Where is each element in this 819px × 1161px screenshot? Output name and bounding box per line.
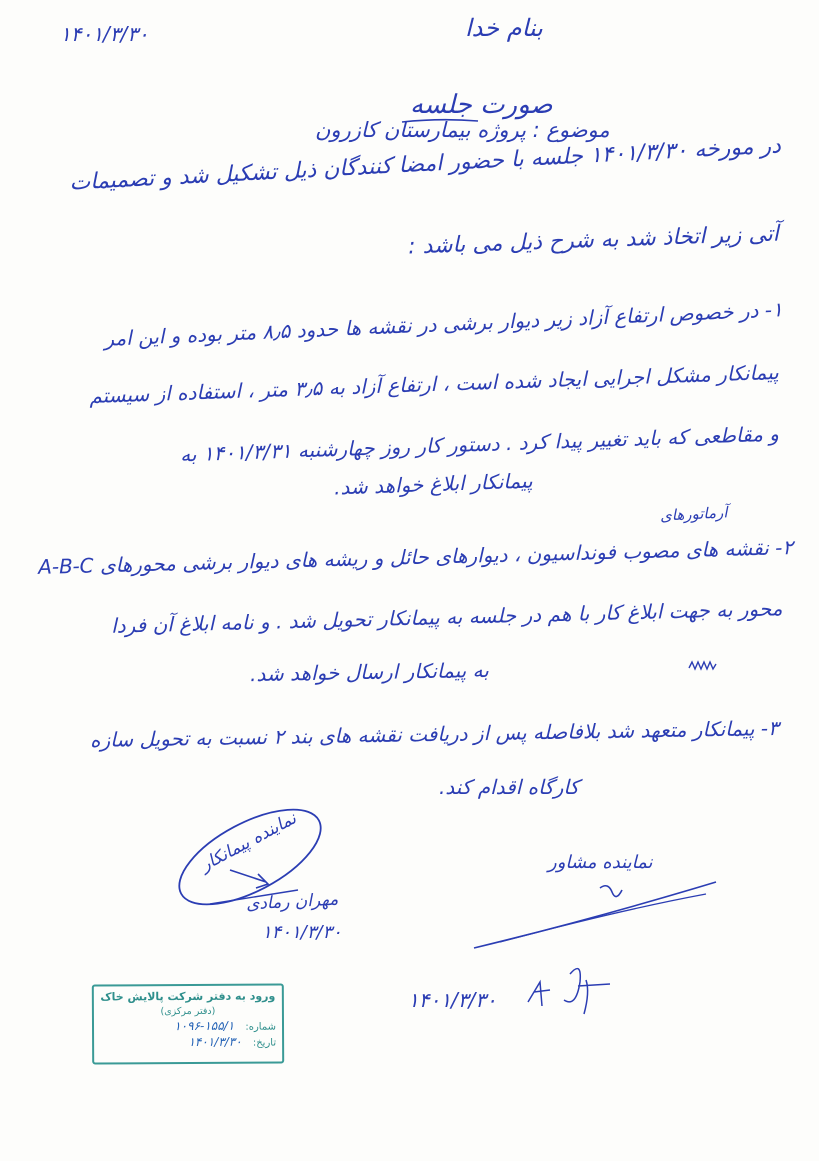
stamp-number-value: ۱۵۵/۱-۱۰۹۶ — [174, 1018, 235, 1034]
basmala: بنام خدا — [465, 14, 543, 42]
stamp-date-label: تاریخ: — [252, 1037, 277, 1049]
item-2-line-1: ۲- نقشه های مصوب فونداسیون ، دیوارهای حائل و ریشه های دیوار برشی محورهای A-B-C — [37, 535, 794, 579]
bottom-date: ۱۴۰۱/۳/۳۰ — [408, 988, 497, 1012]
header-date: ۱۴۰۱/۳/۳۰ — [60, 22, 149, 46]
document-title: صورت جلسه — [410, 90, 553, 120]
item-1-line-4: پیمانکار ابلاغ خواهد شد. — [334, 468, 534, 500]
item-1-line-2: پیمانکار مشکل اجرایی ایجاد شده است ، ارتفاع آزاد به ۳٫۵ متر ، استفاده از سیستم — [88, 359, 780, 409]
item-3-line-1: ۳- پیمانکار متعهد شد بلافاصله پس از دریافت نقشه های بند ۲ نسبت به تحویل سازه — [90, 715, 780, 753]
receipt-stamp — [92, 983, 284, 1064]
contractor-name: مهران رمادی — [245, 889, 339, 915]
stamp-number-label: شماره: — [245, 1021, 277, 1033]
scribble-mark — [688, 660, 718, 672]
intro-line-2: آتی زیر اتخاذ شد به شرح ذیل می باشد : — [407, 221, 780, 260]
intro-line-1: در مورخه ۱۴۰۱/۳/۳۰ جلسه با حضور امضا کنندگان ذیل تشکیل شد و تصمیمات — [68, 133, 782, 196]
item-2-line-3: به پیمانکار ارسال خواهد شد. — [249, 657, 490, 687]
subject-line: موضوع : پروژه بیمارستان کازرون — [315, 118, 610, 142]
stamp-number-row — [100, 1019, 276, 1036]
item-3-line-2: کارگاه اقدام کند. — [438, 775, 579, 799]
stamp-company-line: ورود به دفتر شرکت پالایش خاک — [100, 989, 276, 1004]
item-1-line-3: و مقاطعی که باید تغییر پیدا کرد . دستور کار روز چهارشنبه ۱۴۰۱/۳/۳۱ به — [179, 421, 780, 467]
advisor-representative-label: نماینده مشاور — [548, 852, 653, 873]
item-1-line-1: ۱- در خصوص ارتفاع آزاد زیر دیوار برشی در نقشه ها حدود ۸٫۵ متر بوده و این امر — [103, 297, 784, 351]
item-2-line-2: محور به جهت ابلاغ کار با هم در جلسه به پیمانکار تحویل شد . و نامه ابلاغ آن فردا — [111, 596, 784, 638]
stamp-date-row — [100, 1035, 276, 1052]
item-2-insertion: آرماتورهای — [659, 503, 728, 525]
advisor-signature — [470, 880, 720, 960]
contractor-representative-label: نماینده پیمانکار — [197, 808, 300, 876]
stamp-date-value: ۱۴۰۱/۳/۳۰ — [188, 1034, 242, 1049]
contractor-sign-date: ۱۴۰۱/۳/۳۰ — [262, 922, 342, 943]
stamp-office-line: (دفتر مرکزی) — [160, 1005, 216, 1018]
bottom-signature — [520, 962, 620, 1022]
